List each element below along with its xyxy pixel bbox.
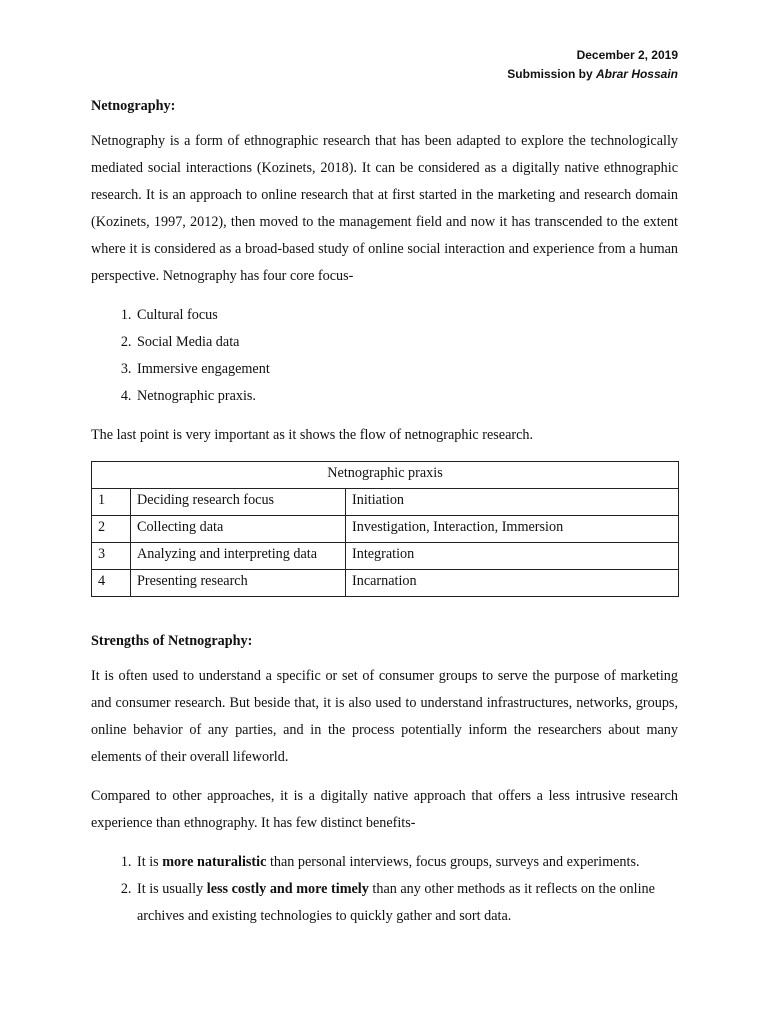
table-row <box>92 570 679 597</box>
table-cell-num: 1 <box>92 489 131 516</box>
benefit-pre: It is <box>137 854 163 870</box>
benefit-post: than any other methods as it reflects on the online archives and existing technologies to quickly gather and sort data. <box>137 881 655 924</box>
table-row <box>92 489 679 516</box>
benefit-bold: more naturalistic <box>162 854 267 870</box>
table-cell-phase: Initiation <box>346 489 679 516</box>
table-row <box>92 516 679 543</box>
intro-paragraph: Netnography is a form of ethnographic research that has been adapted to explore the technologically mediated social interactions (Kozinets, 2018). It can be considered as a digitally native ethnographic research. It is an approach to online research that at first started in the marketing and research domain (Kozinets, 1997, 2012), then moved to the management field and now it has transcended to the extent where it is considered as a broad-based study of online social interaction and experience from a human perspective. Netnography has four core focus- <box>91 133 678 284</box>
strengths-paragraph-1: It is often used to understand a specific or set of consumer groups to serve the purpose of marketing and consumer research. But beside that, it is also used to understand infrastructures, networks, groups, online behavior of any parties, and in the process potentially inform the researchers about many elements of their overall lifeworld. <box>91 668 678 765</box>
document-header <box>507 46 678 84</box>
praxis-table <box>91 461 679 597</box>
after-list-paragraph: The last point is very important as it shows the flow of netnographic research. <box>91 427 534 443</box>
benefits-list <box>91 849 678 930</box>
document-body <box>91 96 678 942</box>
list-item: 1. Cultural focus <box>135 302 678 329</box>
submission-prefix: Submission by <box>507 67 596 81</box>
table-cell-step: Deciding research focus <box>131 489 346 516</box>
submission-line <box>507 65 678 84</box>
list-item: 2. Social Media data <box>135 329 678 356</box>
table-cell-step: Analyzing and interpreting data <box>131 543 346 570</box>
table-cell-num: 4 <box>92 570 131 597</box>
list-item <box>135 876 678 930</box>
table-cell-step: Presenting research <box>131 570 346 597</box>
list-item: 3. Immersive engagement <box>135 356 678 383</box>
table-row <box>92 543 679 570</box>
section-heading-netnography: Netnography: <box>91 98 176 114</box>
table-cell-phase: Incarnation <box>346 570 679 597</box>
table-cell-step: Collecting data <box>131 516 346 543</box>
benefit-pre: It is usually <box>137 881 207 897</box>
benefit-post: than personal interviews, focus groups, surveys and experiments. <box>266 854 640 870</box>
author-name: Abrar Hossain <box>595 67 678 81</box>
list-item <box>135 849 678 876</box>
section-heading-strengths: Strengths of Netnography: <box>91 633 253 649</box>
strengths-paragraph-2: Compared to other approaches, it is a digitally native approach that offers a less intrusive research experience than ethnography. It has few distinct benefits- <box>91 788 678 831</box>
list-item: 4. Netnographic praxis. <box>135 383 678 410</box>
table-cell-num: 2 <box>92 516 131 543</box>
table-title: Netnographic praxis <box>92 462 679 489</box>
core-focus-list <box>91 302 678 410</box>
table-cell-num: 3 <box>92 543 131 570</box>
table-title-row <box>92 462 679 489</box>
table-cell-phase: Integration <box>346 543 679 570</box>
table-cell-phase: Investigation, Interaction, Immersion <box>346 516 679 543</box>
submission-date: December 2, 2019 <box>576 48 678 62</box>
benefit-bold: less costly and more timely <box>206 881 369 897</box>
